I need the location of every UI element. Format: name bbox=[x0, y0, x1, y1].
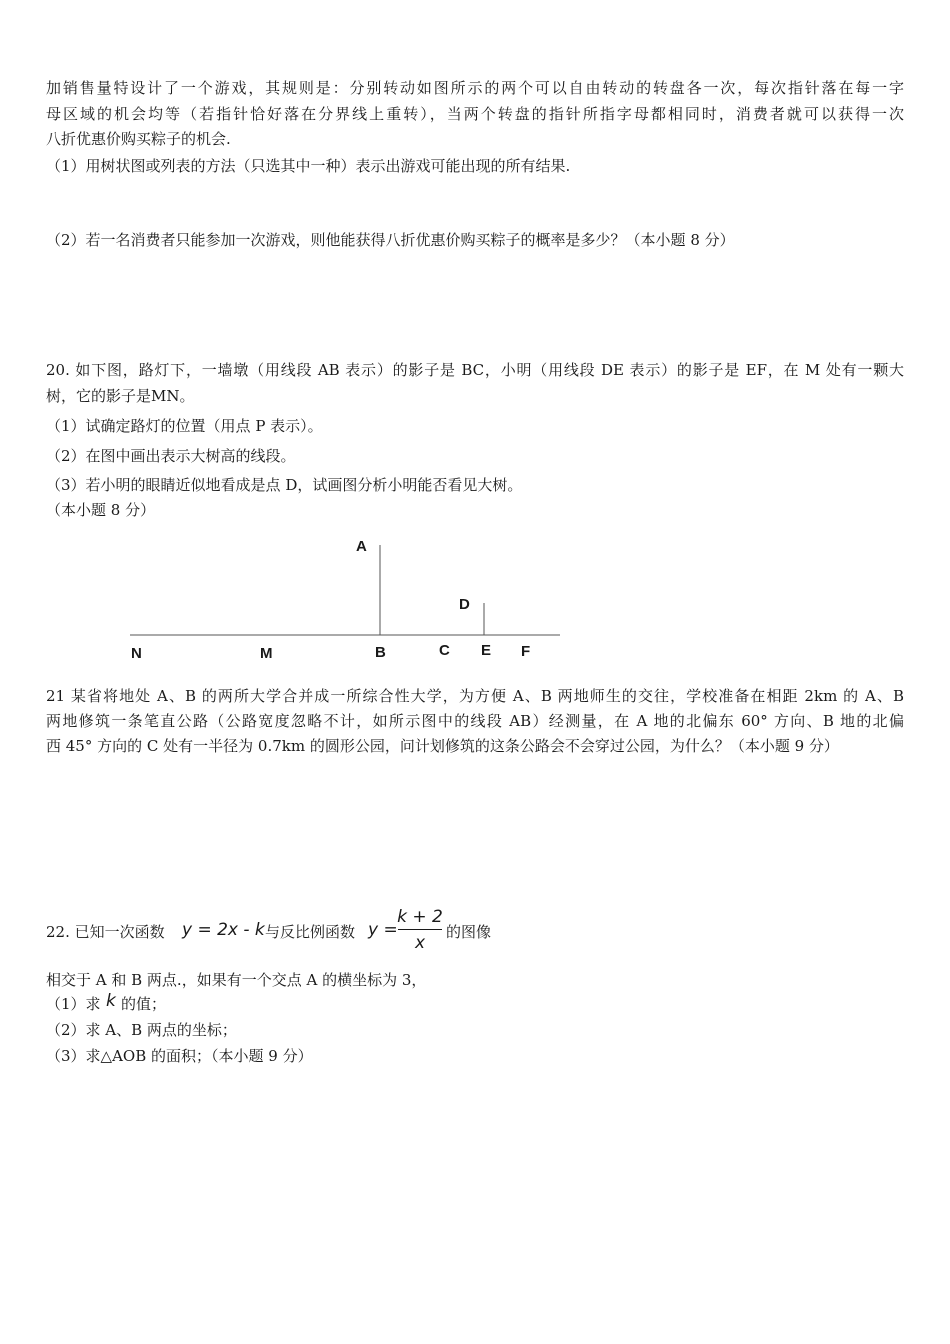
q20-part-2: （2）在图中画出表示大树高的线段。 bbox=[46, 447, 296, 465]
label-b: B bbox=[375, 644, 386, 661]
q22-suffix: 的图像 bbox=[446, 923, 492, 941]
q20-text-line-2: 树，它的影子是MN。 bbox=[46, 387, 195, 405]
q22-part-1-suffix: 的值； bbox=[121, 995, 167, 1013]
q21-text-line-1: 21 某省将地处 A、B 的两所大学合并成一所综合性大学，为方便 A、B 两地师生的交往，学校准备在相距 2km 的 A、B bbox=[46, 687, 904, 705]
q22-part-1-prefix: （1）求 bbox=[46, 995, 101, 1013]
label-m: M bbox=[260, 645, 273, 662]
q20-text-line-1: 20. 如下图，路灯下，一墙墩（用线段 AB 表示）的影子是 BC，小明（用线段 DE 表示）的影子是 EF，在 M 处有一颗大 bbox=[46, 361, 904, 379]
q22-mid-text: 与反比例函数 bbox=[265, 923, 356, 941]
label-a: A bbox=[356, 538, 367, 555]
label-e: E bbox=[481, 642, 492, 659]
q21-text-line-3: 西 45° 方向的 C 处有一半径为 0.7km 的圆形公园，问计划修筑的这条公路会不会穿过公园，为什么？（本小题 9 分） bbox=[46, 737, 839, 755]
q19-text-line-3: 八折优惠价购买粽子的机会. bbox=[46, 130, 231, 148]
q22-fraction-bar bbox=[398, 929, 442, 930]
q22-part-3: （3）求△AOB 的面积；（本小题 9 分） bbox=[46, 1047, 313, 1065]
q20-part-1: （1）试确定路灯的位置（用点 P 表示）。 bbox=[46, 417, 323, 435]
q22-part-1-var: k bbox=[106, 991, 116, 1011]
q22-text-line-2: 相交于 A 和 B 两点.，如果有一个交点 A 的横坐标为 3， bbox=[46, 971, 427, 989]
q22-linear-function: y = 2x - k bbox=[182, 920, 265, 940]
q19-part-2: （2）若一名消费者只能参加一次游戏，则他能获得八折优惠价购买粽子的概率是多少？（本小题 8 分） bbox=[46, 231, 735, 249]
q22-part-2: （2）求 A、B 两点的坐标； bbox=[46, 1021, 237, 1039]
q22-inverse-lhs: y = bbox=[368, 920, 398, 940]
q22-prefix: 22. 已知一次函数 bbox=[46, 923, 165, 941]
q22-fraction-denominator: x bbox=[414, 933, 426, 953]
label-f: F bbox=[521, 643, 531, 660]
label-c: C bbox=[439, 642, 450, 659]
q19-text-line-2: 母区域的机会均等（若指针恰好落在分界线上重转），当两个转盘的指针所指字母都相同时，消费者就可以获得一次 bbox=[46, 105, 904, 123]
label-d: D bbox=[459, 596, 470, 613]
q21-text-line-2: 两地修筑一条笔直公路（公路宽度忽略不计，如所示图中的线段 AB）经测量，在 A 地的北偏东 60° 方向、B 地的北偏 bbox=[46, 712, 904, 730]
label-n: N bbox=[131, 645, 142, 662]
q20-score: （本小题 8 分） bbox=[46, 501, 156, 519]
q19-part-1: （1）用树状图或列表的方法（只选其中一种）表示出游戏可能出现的所有结果. bbox=[46, 157, 571, 175]
q19-text-line-1: 加销售量特设计了一个游戏，其规则是：分别转动如图所示的两个可以自由转动的转盘各一次，每次指针落在每一字 bbox=[46, 79, 904, 97]
q20-part-3: （3）若小明的眼睛近似地看成是点 D，试画图分析小明能否看见大树。 bbox=[46, 476, 523, 494]
q22-fraction-numerator: k + 2 bbox=[397, 907, 443, 927]
